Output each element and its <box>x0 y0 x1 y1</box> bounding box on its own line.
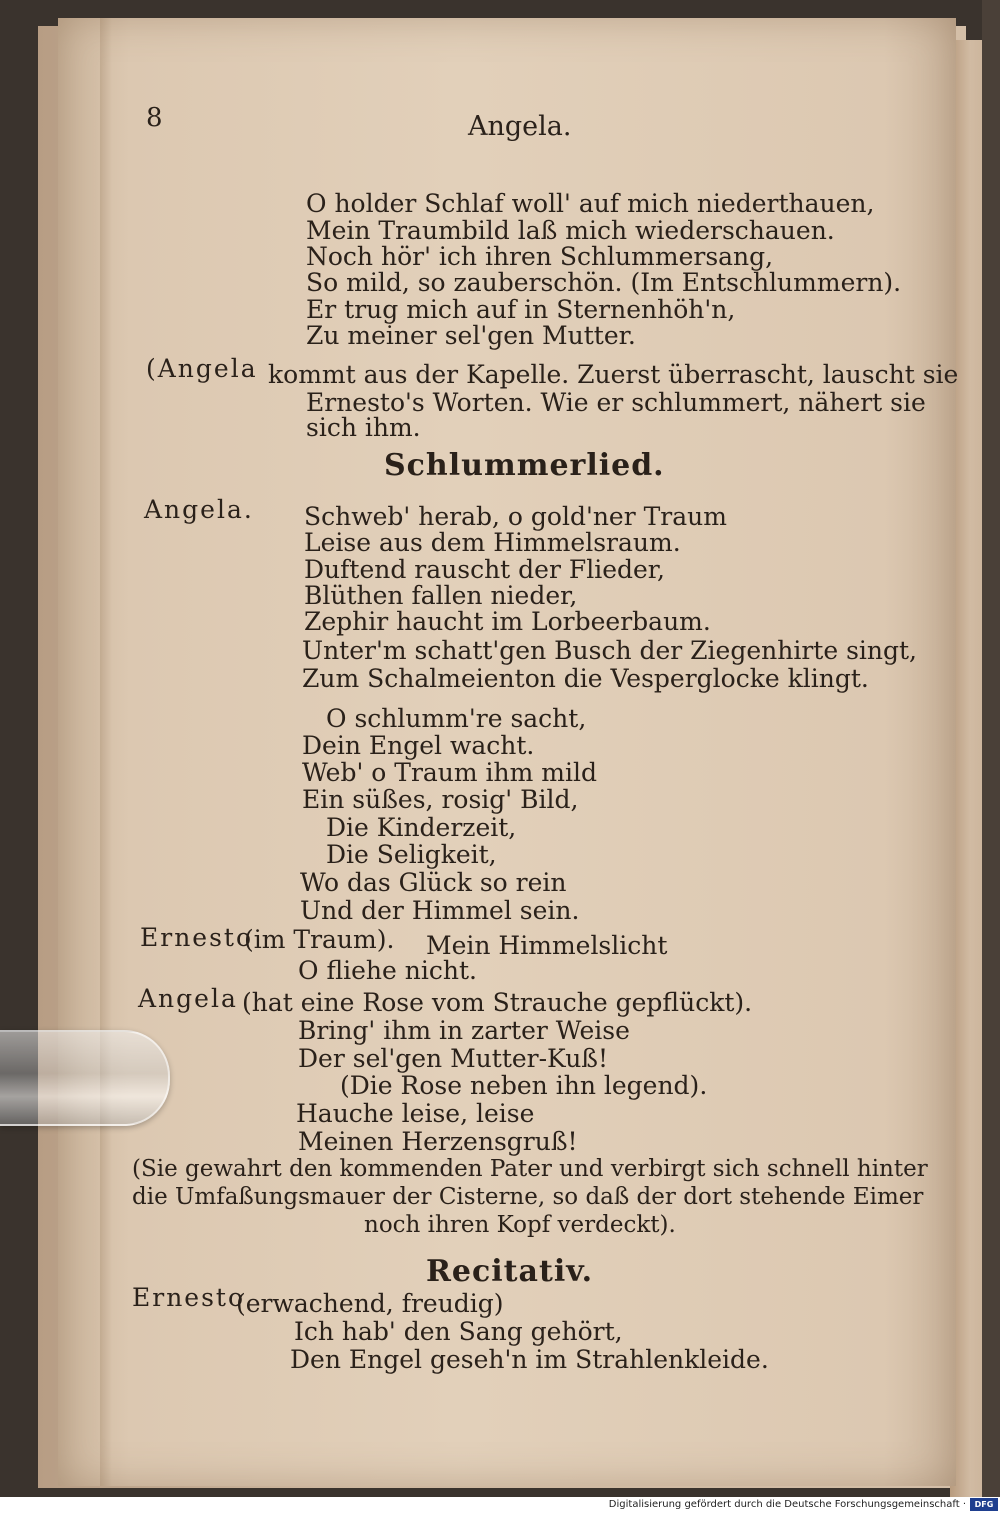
verse-line: Mein Traumbild laß mich wiederschauen. <box>306 216 835 245</box>
speaker-label: Angela. <box>144 495 254 524</box>
song-line: Und der Himmel sein. <box>300 896 580 925</box>
song-line: Web' o Traum ihm mild <box>302 758 598 787</box>
dialogue-line: Meinen Herzensgruß! <box>298 1127 578 1156</box>
stage-direction: (erwachend, freudig) <box>236 1289 504 1318</box>
song-line: Wo das Glück so rein <box>300 868 567 897</box>
song-line: Die Kinderzeit, <box>326 813 517 842</box>
stage-direction-line: noch ihren Kopf verdeckt). <box>364 1212 676 1238</box>
verse-line: Noch hör' ich ihren Schlummersang, <box>306 242 774 271</box>
scan-border <box>982 0 1000 1513</box>
song-line: Schweb' herab, o gold'ner Traum <box>304 502 727 531</box>
stage-direction-line: die Umfaßungsmauer der Cisterne, so daß der dort stehende Eimer <box>132 1184 924 1210</box>
dialogue-line: Den Engel geseh'n im Strahlenkleide. <box>290 1345 769 1374</box>
glass-page-holder <box>0 1030 170 1126</box>
stage-direction-line: kommt aus der Kapelle. Zuerst überrascht, lauscht sie <box>268 360 959 389</box>
speaker-label: Angela <box>138 984 238 1013</box>
stage-direction-speaker: (Angela <box>146 354 258 383</box>
song-line: Zum Schalmeienton die Vesperglocke klingt. <box>302 664 869 693</box>
dialogue-line: Der sel'gen Mutter-Kuß! <box>298 1044 609 1073</box>
digitization-footer <box>0 1497 1000 1513</box>
stage-direction: (Die Rose neben ihn legend). <box>340 1071 708 1100</box>
song-line: Leise aus dem Himmelsraum. <box>304 528 681 557</box>
speaker-label: Ernesto <box>140 923 254 952</box>
dialogue-line: Hauche leise, leise <box>296 1099 535 1128</box>
funding-credit: Digitalisierung gefördert durch die Deutsche Forschungsgemeinschaft · <box>608 1499 966 1510</box>
stage-direction: (im Traum). <box>244 925 395 954</box>
running-title: Angela. <box>468 111 572 142</box>
song-line: Duftend rauscht der Flieder, <box>304 555 665 584</box>
song-line: Zephir haucht im Lorbeerbaum. <box>304 607 711 636</box>
verse-line: Zu meiner sel'gen Mutter. <box>306 321 636 350</box>
speaker-label: Ernesto <box>132 1283 246 1312</box>
song-line: Blüthen fallen nieder, <box>304 581 578 610</box>
section-heading: Schlummerlied. <box>384 448 665 483</box>
verse-line: Er trug mich auf in Sternenhöh'n, <box>306 295 736 324</box>
dialogue-line: Mein Himmelslicht <box>426 931 668 960</box>
verse-line: O holder Schlaf woll' auf mich niederthauen, <box>306 189 875 218</box>
dialogue-line: O fliehe nicht. <box>298 956 477 985</box>
song-line: Ein süßes, rosig' Bild, <box>302 785 579 814</box>
stage-direction-line: (Sie gewahrt den kommenden Pater und verbirgt sich schnell hinter <box>132 1156 928 1182</box>
verse-line: So mild, so zauberschön. (Im Entschlummern). <box>306 268 902 297</box>
stage-direction-line: Ernesto's Worten. Wie er schlummert, nähert sie <box>306 388 926 417</box>
song-line: Unter'm schatt'gen Busch der Ziegenhirte singt, <box>302 636 918 665</box>
stage-direction-line: sich ihm. <box>306 413 421 442</box>
stage-direction: (hat eine Rose vom Strauche gepflückt). <box>242 988 753 1017</box>
song-line: O schlumm're sacht, <box>326 704 587 733</box>
dfg-logo: DFG <box>970 1498 998 1511</box>
dialogue-line: Bring' ihm in zarter Weise <box>298 1016 630 1045</box>
dialogue-line: Ich hab' den Sang gehört, <box>294 1317 623 1346</box>
section-heading: Recitativ. <box>426 1254 594 1289</box>
song-line: Die Seligkeit, <box>326 840 497 869</box>
song-line: Dein Engel wacht. <box>302 731 535 760</box>
page-number: 8 <box>146 103 163 133</box>
page-gutter-shadow <box>100 18 112 1486</box>
